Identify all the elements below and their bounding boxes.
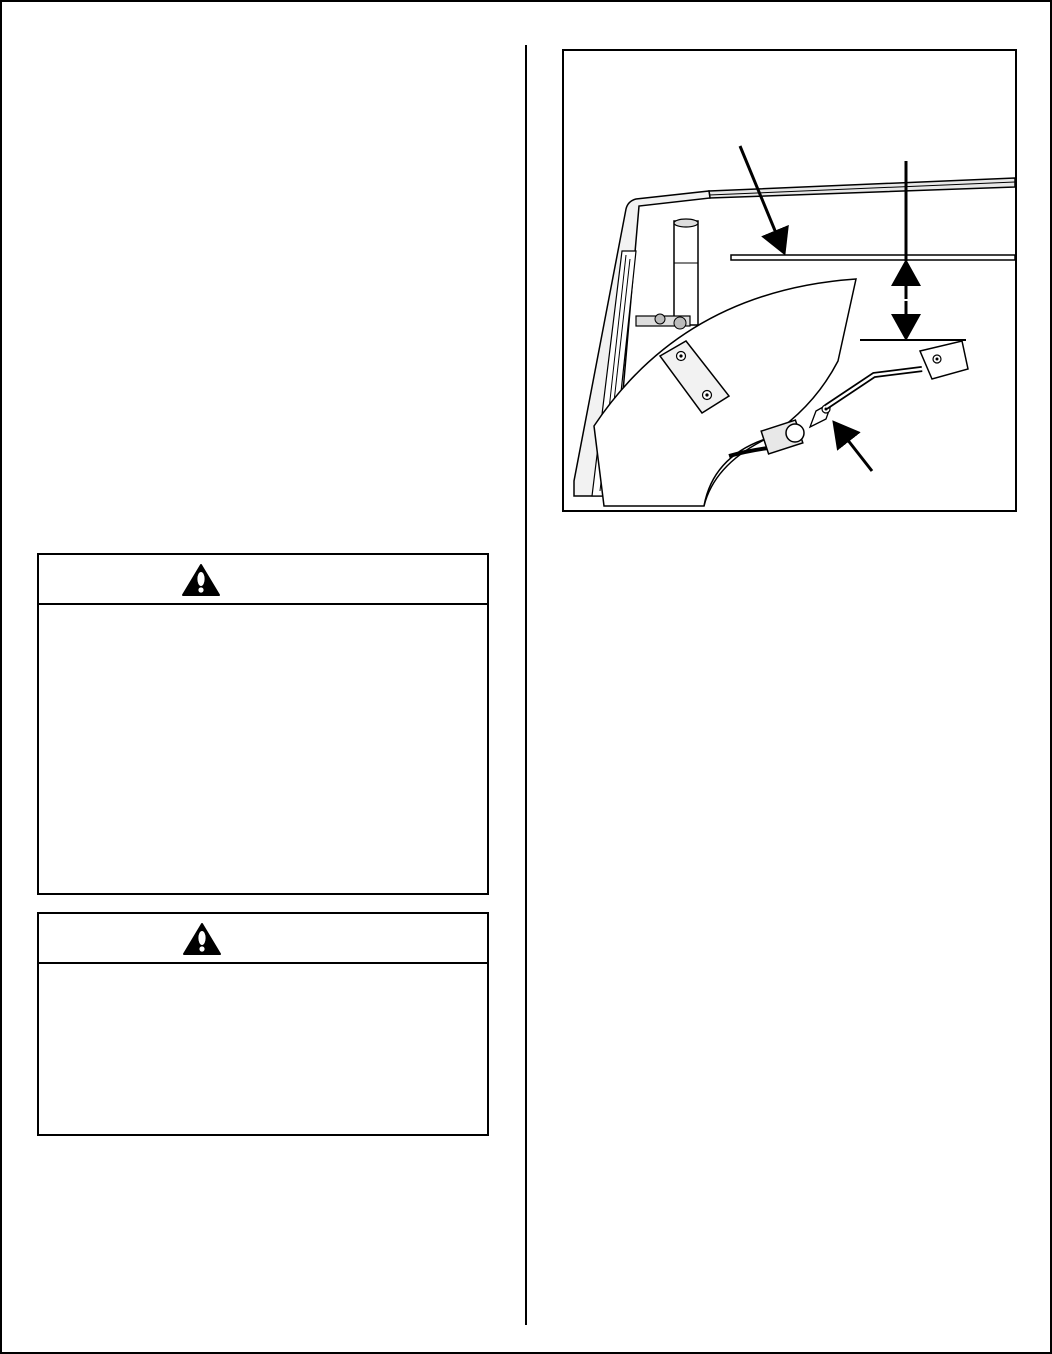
discharge-chute-post: [636, 219, 698, 329]
figure-illustration: [562, 49, 1017, 512]
warning-header: [39, 914, 487, 964]
warning-triangle-icon: [181, 563, 221, 597]
column-divider: [525, 45, 527, 1325]
warning-triangle-icon: [182, 922, 222, 956]
warning-box: [37, 553, 489, 895]
arrow-to-housing-edge: [740, 146, 783, 250]
warning-body: [39, 964, 487, 1134]
warning-box: [37, 912, 489, 1136]
arrow-to-linkage-pivot: [836, 425, 872, 471]
warning-body: [39, 605, 487, 893]
housing-illustration: [564, 51, 1015, 510]
warning-header: [39, 555, 487, 605]
